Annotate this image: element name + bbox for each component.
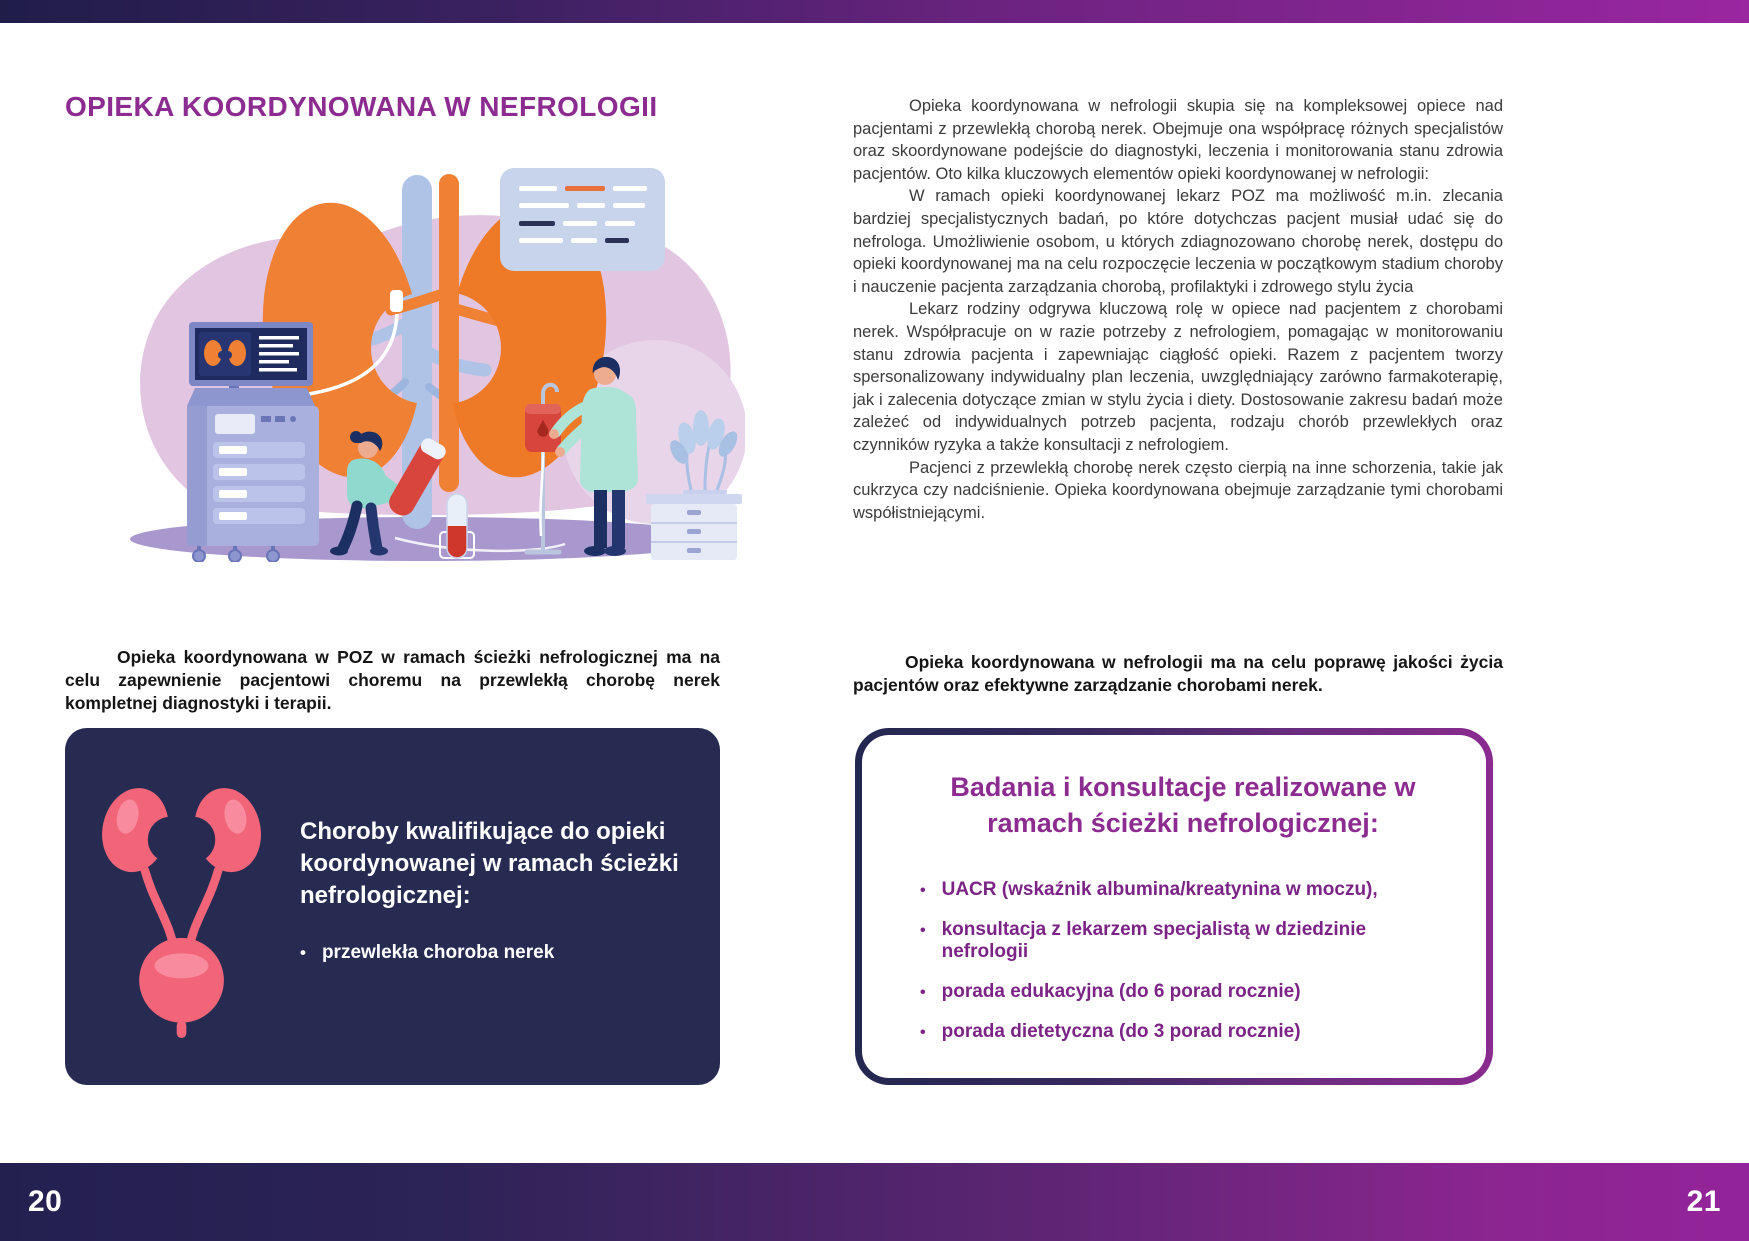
- services-box: [855, 728, 1493, 1085]
- left-lead-paragraph: Opieka koordynowana w POZ w ramach ścieżki nefrologicznej ma na celu zapewnienie pacjentowi choremu na przewlekłą chorobę nerek kompletnej diagnostyki i terapii.: [65, 646, 720, 713]
- page-number-left: 20: [28, 1185, 63, 1218]
- bullet-text: konsultacja z lekarzem specjalistą w dziedzinie nefrologii: [941, 919, 1367, 962]
- card-title: Choroby kwalifikujące do opieki koordynowanej w ramach ścieżki nefrologicznej:: [300, 818, 679, 909]
- bullet-item: [300, 942, 685, 964]
- bullet-dot: •: [920, 1024, 926, 1041]
- bullet-dot: •: [920, 922, 926, 939]
- body-paragraph: Pacjenci z przewlekłą chorobę nerek często cierpią na inne schorzenia, takie jak cukrzyca czy nadciśnienie. Opieka koordynowana obejmuje zarządzanie tymi chorobami współistniejącymi.: [853, 458, 1503, 522]
- bullet-item: [920, 1021, 1446, 1043]
- bullet-item: [920, 981, 1446, 1003]
- urinary-system-icon: [65, 728, 300, 1085]
- equipment-rack: [187, 388, 319, 562]
- page-title: OPIEKA KOORDYNOWANA W NEFROLOGII: [65, 90, 658, 122]
- bullet-text: przewlekła choroba nerek: [321, 942, 555, 963]
- nephrology-illustration: [95, 142, 745, 562]
- bullet-dot: •: [300, 943, 306, 962]
- chart-card: [500, 168, 665, 271]
- body-paragraph: Opieka koordynowana w nefrologii skupia się na kompleksowej opiece nad pacjentami z przewlekłą chorobą nerek. Obejmuje ona współpracę różnych specjalistów oraz skoordynowane podejście do diagnostyki, leczenia i monitorowania stanu zdrowia pacjentów. Oto kilka kluczowych elementów opieki koordynowanej w nefrologii:: [853, 97, 1503, 183]
- body-paragraph: W ramach opieki koordynowanej lekarz POZ ma możliwość m.in. zlecania bardziej specjalistycznych badań, po które dotychczas pacjent musiał udać się do nefrologa. Umożliwienie osobom, u których zdiagnozowano chorobę nerek, dostępu do opieki koordynowanej ma na celu rozpoczęcie leczenia w początkowym stadium choroby i nauczenie pacjenta zarządzania chorobą, profilaktyki i zdrowego stylu życia: [853, 187, 1503, 296]
- drawer-cabinet: [646, 494, 742, 560]
- bullet-item: [920, 919, 1446, 963]
- page-number-right: 21: [1686, 1185, 1721, 1218]
- body-paragraph: Lekarz rodziny odgrywa kluczową rolę w opiece nad pacjentem z chorobami nerek. Współpracuje on w razie potrzeby z nefrologiem, pomagając w monitorowaniu stanu zdrowia pacjenta i zapewniając ciągłość opieki. Razem z pacjentem tworzy spersonalizowany indywidualny plan leczenia, uwzględniający zarówno farmakoterapię, jak i zalecenia dotyczące zmian w stylu życia i diety. Dostosowanie zakresu badań może zależeć od indywidualnych potrzeb pacjenta, rodzaju chorób przewlekłych oraz czynników ryzyka a także konsultacji z nefrologiem.: [853, 300, 1503, 454]
- qualifying-diseases-card: [65, 728, 720, 1085]
- bullet-text: porada edukacyjna (do 6 porad rocznie): [941, 981, 1301, 1002]
- bullet-dot: •: [920, 984, 926, 1001]
- bullet-dot: •: [920, 882, 926, 899]
- services-box-inner: [862, 735, 1486, 1078]
- services-box-title: Badania i konsultacje realizowane w ramach ścieżki nefrologicznej:: [950, 772, 1416, 838]
- right-lead-paragraph: Opieka koordynowana w nefrologii ma na celu poprawę jakości życia pacjentów oraz efektywne zarządzanie chorobami nerek.: [853, 651, 1503, 695]
- card-bullet-list: [300, 942, 685, 964]
- footer-bar: [0, 1163, 1749, 1241]
- bullet-text: UACR (wskaźnik albumina/kreatynina w moczu),: [941, 879, 1378, 900]
- test-tube: [447, 494, 467, 558]
- bullet-text: porada dietetyczna (do 3 porad rocznie): [941, 1021, 1301, 1042]
- right-body-text: [853, 95, 1503, 524]
- services-bullet-list: [920, 879, 1446, 1043]
- top-gradient-bar: [0, 0, 1749, 23]
- bullet-item: [920, 879, 1446, 901]
